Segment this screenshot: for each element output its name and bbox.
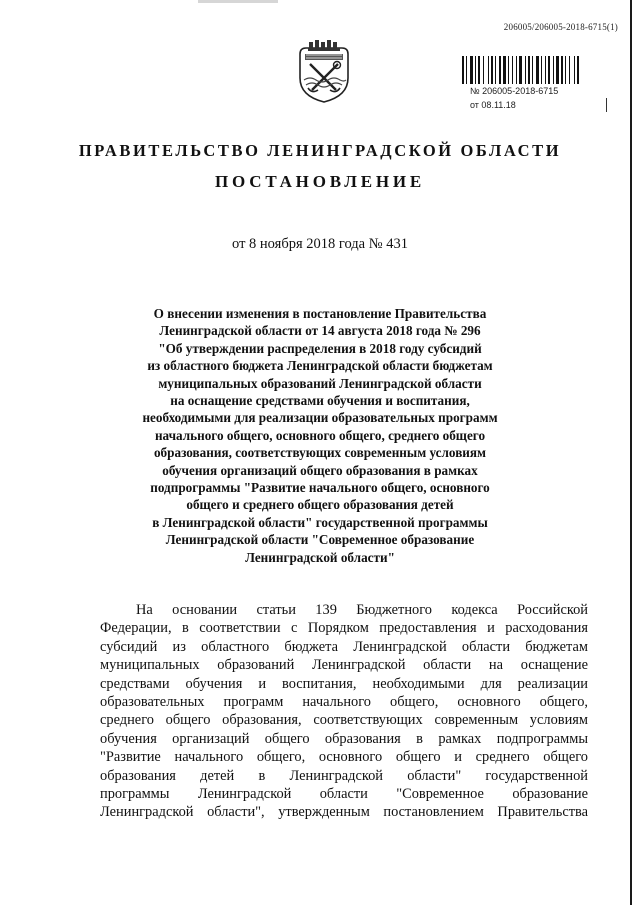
subject-line: обучения организаций общего образования в рамках (162, 462, 478, 478)
registration-date: от 08.11.18 (470, 100, 516, 110)
barcode-bar (577, 56, 579, 84)
body-line: обучения организаций общего образования в рамках подпрограммы (100, 730, 588, 747)
barcode-bar (532, 56, 533, 84)
subject-line: Ленинградской области "Современное образование (165, 532, 475, 548)
barcode-bar (536, 56, 539, 84)
barcode-icon (462, 56, 614, 84)
barcode-bar (495, 56, 496, 84)
barcode-bar (541, 56, 542, 84)
subject-line: муниципальных образований Ленинградской области (158, 375, 482, 391)
subject-line: подпрограммы "Развитие начального общего, основного (150, 480, 490, 496)
barcode-bar (561, 56, 563, 84)
subject-line: необходимыми для реализации образовательных программ (142, 410, 498, 426)
body-line: субсидий из областного бюджета Ленинградской области бюджетам (100, 638, 588, 655)
body-line: средствами обучения и воспитания, необходимыми для реализации (100, 675, 588, 692)
document-type-heading: ПОСТАНОВЛЕНИЕ (214, 172, 426, 191)
body-line: муниципальных образований Ленинградской области на оснащение (100, 657, 588, 674)
barcode-bar (508, 56, 509, 84)
barcode-bar (516, 56, 517, 84)
barcode-bar (470, 56, 473, 84)
subject-line: из областного бюджета Ленинградской области бюджетам (147, 358, 493, 374)
margin-mark (606, 98, 607, 112)
body-line: "Развитие начального общего, основного общего и среднего общего (100, 749, 588, 766)
issue-date-and-number: от 8 ноября 2018 года № 431 (232, 236, 408, 252)
barcode-bar (488, 56, 489, 84)
barcode-bar (569, 56, 570, 84)
body-line: программы Ленинградской области "Современное образование (100, 786, 588, 803)
subject-line: "Об утверждении распределения в 2018 году субсидий (158, 340, 482, 356)
registration-number: № 206005-2018-6715 (470, 86, 559, 96)
body-line: Федерации, в соответствии с Порядком предоставления и расходования (100, 620, 588, 637)
barcode-bar (525, 56, 526, 84)
body-line: образования детей в Ленинградской области" государственной (100, 767, 588, 784)
coat-of-arms-icon (296, 40, 352, 104)
barcode-bar (499, 56, 501, 84)
scan-edge-line (630, 0, 632, 905)
subject-line: Ленинградской области" (245, 549, 395, 565)
subject-line: О внесении изменения в постановление Правительства (153, 306, 487, 321)
resolution-subject (100, 305, 540, 566)
subject-line: начального общего, основного общего, среднего общего (154, 427, 486, 443)
barcode-bar (565, 56, 566, 84)
subject-line: на оснащение средствами обучения и воспитания, (170, 393, 470, 409)
body-paragraph (100, 601, 588, 822)
body-line: На основании статьи 139 Бюджетного кодекса Российской (136, 602, 588, 618)
subject-line: в Ленинградской области" государственной программы (152, 514, 488, 530)
barcode-bar (478, 56, 480, 84)
barcode-bar (556, 56, 559, 84)
scan-smudge (198, 0, 278, 3)
barcode-bar (491, 56, 493, 84)
barcode-bar (528, 56, 530, 84)
subject-line: Ленинградской области от 14 августа 2018 года № 296 (159, 323, 481, 339)
subject-line: образования, соответствующих современным условиям (153, 445, 487, 461)
subject-line: общего и среднего общего образования детей (186, 497, 454, 513)
barcode-bar (483, 56, 484, 84)
barcode-bar (545, 56, 546, 84)
body-line: среднего общего образования, соответствующих современным условиям (100, 712, 588, 729)
government-title: ПРАВИТЕЛЬСТВО ЛЕНИНГРАДСКОЙ ОБЛАСТИ (78, 141, 562, 160)
barcode-bar (553, 56, 554, 84)
barcode-bar (466, 56, 467, 84)
barcode-bar (548, 56, 550, 84)
body-line: образовательных программ начального общего, основного общего, (100, 694, 588, 711)
barcode-bar (475, 56, 476, 84)
barcode-bar (462, 56, 464, 84)
barcode-bar (574, 56, 575, 84)
barcode-bar (503, 56, 506, 84)
body-line: Ленинградской области", утвержденным постановлением Правительства (100, 804, 588, 821)
barcode-bar (512, 56, 513, 84)
document-number: 206005/206005-2018-6715(1) (503, 22, 618, 32)
barcode-bar (519, 56, 522, 84)
